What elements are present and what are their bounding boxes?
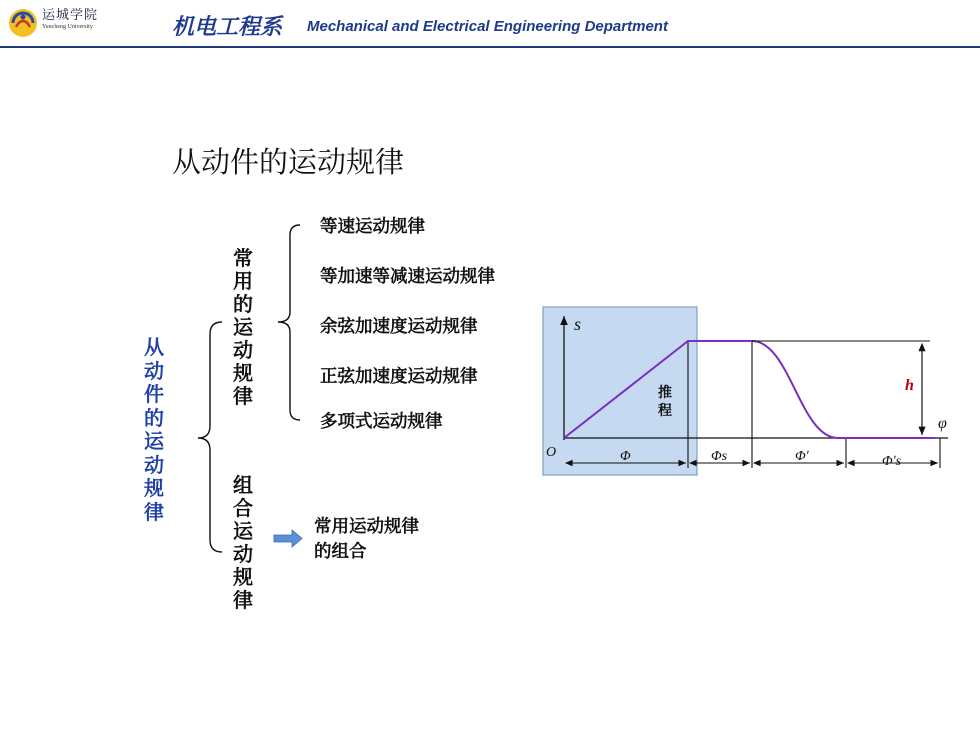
combined-laws-label: 组 合 运 动 规 律 bbox=[233, 473, 253, 612]
segment-label-phi-s: Φs bbox=[711, 449, 728, 464]
origin-label: O bbox=[546, 445, 557, 460]
h-label: h bbox=[905, 377, 914, 394]
school-name: 运城学院 bbox=[42, 8, 99, 23]
law-item-uniform: 等速运动规律 bbox=[320, 217, 425, 237]
department-name-en: Mechanical and Electrical Engineering Department bbox=[307, 18, 668, 35]
law-item-polynomial: 多项式运动规律 bbox=[320, 412, 443, 432]
law-item-sine: 正弦加速度运动规律 bbox=[320, 367, 478, 387]
school-name-en: Yuncheng University bbox=[42, 24, 93, 30]
root-label: 从 动 件 的 运 动 规 律 bbox=[144, 335, 164, 524]
combination-text: 常用运动规律的组合 bbox=[314, 517, 419, 562]
department-name-cn: 机电工程系 bbox=[172, 15, 283, 40]
rise-box-label: 推 程 bbox=[658, 385, 672, 419]
segment-label-phi-prime-s: Φʹs bbox=[882, 454, 902, 469]
common-laws-label: 常 用 的 运 动 规 律 bbox=[233, 246, 253, 408]
law-item-cosine: 余弦加速度运动规律 bbox=[320, 317, 478, 337]
law-item-parabolic: 等加速等减速运动规律 bbox=[320, 267, 495, 287]
segment-label-phi-prime: Φʹ bbox=[795, 449, 809, 464]
s-axis-label: s bbox=[574, 314, 582, 334]
slide-title: 从动件的运动规律 bbox=[172, 145, 405, 179]
segment-label-phi: Φ bbox=[620, 449, 631, 464]
phi-axis-label: φ bbox=[938, 415, 947, 432]
